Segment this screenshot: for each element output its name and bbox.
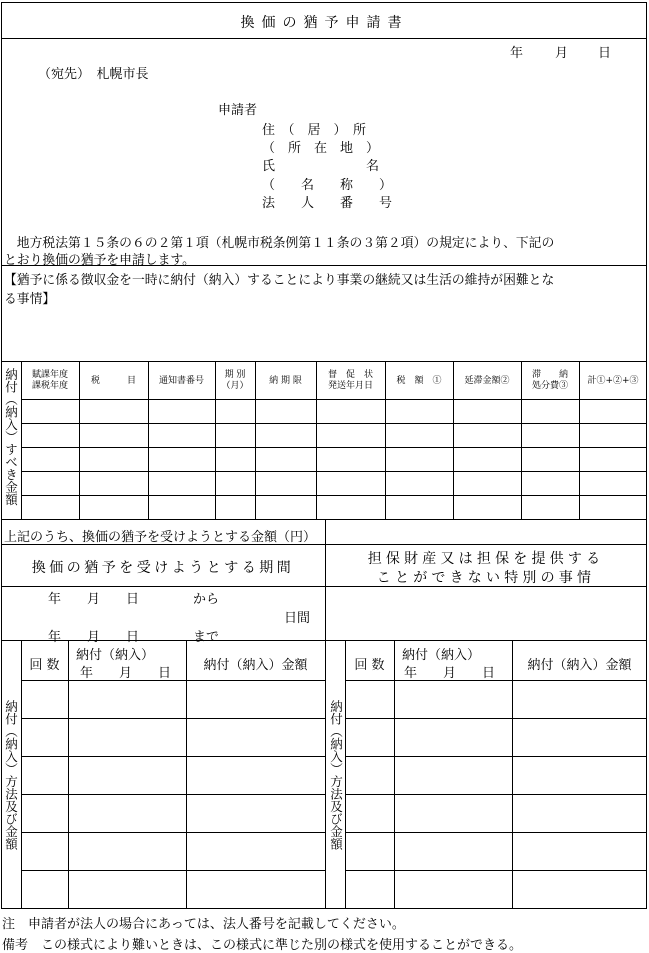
special-circumstances-line-1: 担保財産又は担保を提供する <box>367 551 605 567</box>
intro-divider <box>1 265 647 266</box>
period-label: 換価の猶予を受けようとする期間 <box>31 560 295 576</box>
col-header-period: 期 別 （月） <box>221 370 249 391</box>
applicant-address: 住 （ 居 ） 所 <box>262 123 367 138</box>
schedule-right-col-date-1: 納付（納入） <box>402 648 481 663</box>
period-section-bottom <box>1 640 647 641</box>
schedule-center-line <box>325 640 326 909</box>
schedule-left-col-amount: 納付（納入）金額 <box>203 658 308 673</box>
tax-side-label: 納付（納入）すべき金額 <box>3 368 19 506</box>
reason-line-1: 【猶予に係る徴収金を一時に納付（納入）することにより事業の継続又は生活の維持が困難とな <box>4 273 555 288</box>
schedule-right-side-label: 納付（納入）方法及び金額 <box>328 700 344 850</box>
period-to-date: 年 月 日 <box>48 630 140 645</box>
total-amount-label: 上記のうち、換価の猶予を受けようとする金額（円） <box>4 530 317 545</box>
schedule-row-line <box>345 870 647 871</box>
schedule-row-line <box>345 680 647 681</box>
addressee: （宛先） 札幌市長 <box>38 67 149 82</box>
special-circumstances-line-2: ことができない特別の事情 <box>376 570 596 586</box>
applicant-label: 申請者 <box>218 103 258 118</box>
applicant-corp-no: 法 人 番 号 <box>262 196 393 211</box>
schedule-row-line <box>345 794 647 795</box>
period-to-label: まで <box>193 630 220 645</box>
tax-row-line <box>21 447 647 448</box>
col-header-due-date: 納 期 限 <box>269 376 302 386</box>
intro-line-1: 地方税法第１５条の６の２第１項（札幌市税条例第１１条の３第２項）の規定により、下記の <box>4 236 555 251</box>
title-divider <box>1 38 647 39</box>
col-header-disposal-cost: 滞 納 処分費③ <box>531 370 568 391</box>
schedule-row-line <box>21 870 325 871</box>
schedule-right-col-count: 回 数 <box>354 658 385 673</box>
date-month: 月 <box>555 46 569 61</box>
applicant-name-alt: （ 名 称 ） <box>262 178 393 193</box>
col-header-tax-item: 税 目 <box>90 376 136 386</box>
reason-divider <box>1 361 647 362</box>
schedule-row-line <box>21 756 325 757</box>
reason-line-2: る事情】 <box>4 292 56 307</box>
schedule-right-col-amount: 納付（納入）金額 <box>527 658 632 673</box>
tax-row-line <box>21 423 647 424</box>
col-header-reminder-date: 督 促 状 発送年月日 <box>327 370 373 391</box>
period-from-label: から <box>193 592 220 607</box>
period-from-date: 年 月 日 <box>48 592 140 607</box>
form-title: 換価の猶予申請書 <box>240 15 409 31</box>
col-header-total: 計①+②+③ <box>587 376 639 386</box>
schedule-left-col-date-1: 納付（納入） <box>76 648 155 663</box>
note-2: 備考 この様式により難いときは、この様式に準じた別の様式を使用することができる。 <box>2 938 523 953</box>
date-year: 年 <box>510 46 524 61</box>
col-header-tax-amount: 税 額 ① <box>396 376 442 386</box>
applicant-name: 氏 名 <box>262 159 380 174</box>
schedule-left-col-count: 回 数 <box>29 658 60 673</box>
applicant-location: （ 所 在 地 ） <box>262 141 380 156</box>
note-1: 注 申請者が法人の場合にあっては、法人番号を記載してください。 <box>2 917 405 932</box>
tax-table-bottom <box>1 519 647 520</box>
schedule-left-col-date-2: 年 月 日 <box>80 666 172 681</box>
schedule-row-line <box>21 718 325 719</box>
intro-line-2: とおり換価の猶予を申請します。 <box>4 253 195 268</box>
schedule-row-line <box>345 832 647 833</box>
col-header-late-fee: 延滞金額② <box>464 376 510 386</box>
period-days-label: 日間 <box>284 611 311 626</box>
tax-row-line <box>21 471 647 472</box>
tax-row-line <box>21 495 647 496</box>
tax-row-line <box>21 399 647 400</box>
period-header-bottom <box>1 586 647 587</box>
schedule-row-line <box>345 718 647 719</box>
date-day: 日 <box>598 46 612 61</box>
schedule-row-line <box>21 680 325 681</box>
schedule-left-side-label: 納付（納入）方法及び金額 <box>3 700 19 850</box>
schedule-row-line <box>345 756 647 757</box>
total-row-bottom <box>1 544 647 545</box>
schedule-row-line <box>21 832 325 833</box>
schedule-right-col-date-2: 年 月 日 <box>404 666 496 681</box>
col-header-notice-no: 通知書番号 <box>158 376 204 386</box>
col-header-year: 賦課年度 課税年度 <box>31 370 68 391</box>
schedule-row-line <box>21 794 325 795</box>
